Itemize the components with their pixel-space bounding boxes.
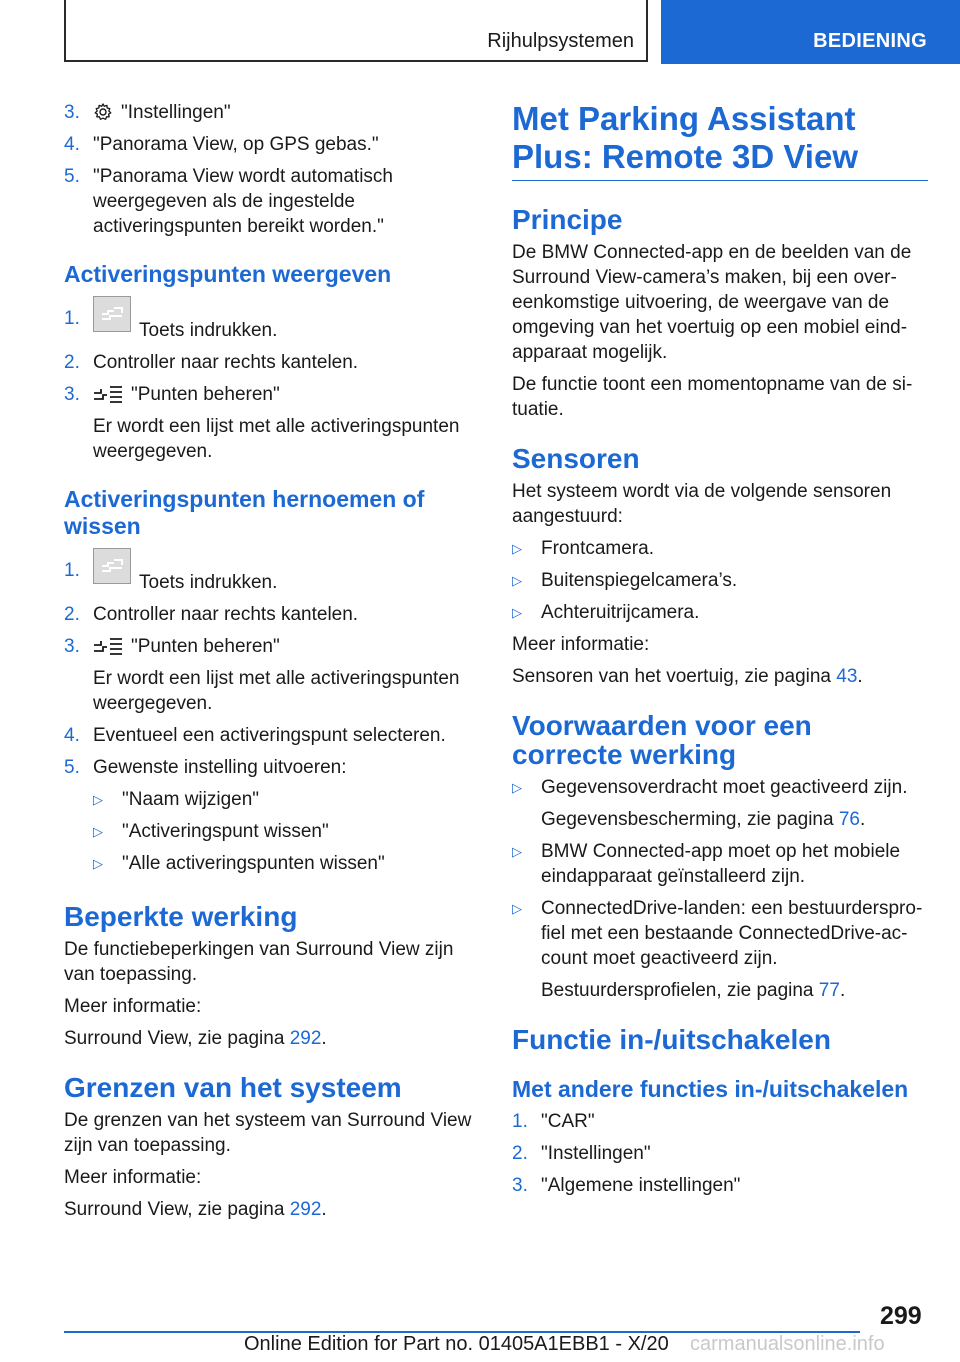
list-text: Toets indrukken. xyxy=(139,572,278,593)
cross-reference: Sensoren van het voertuig, zie pagina 43. xyxy=(512,666,863,687)
heading-principle: Principe xyxy=(512,204,623,235)
bullet-item xyxy=(93,819,476,844)
page-link[interactable]: 43 xyxy=(836,666,858,687)
list-number: 4. xyxy=(64,134,80,155)
camera-key-icon xyxy=(93,548,131,584)
list-number: 3. xyxy=(512,1175,528,1196)
header-section-box xyxy=(64,0,648,62)
page-link[interactable]: 292 xyxy=(289,1199,322,1220)
list-text: Eventueel een activeringspunt selecteren. xyxy=(93,725,446,746)
heading-other-functions: Met andere functies in-/uitschakelen xyxy=(512,1076,909,1102)
right-column xyxy=(512,100,928,1205)
bullet-item xyxy=(512,536,928,561)
reference-text: Surround View, zie pagina xyxy=(64,1028,290,1049)
bullet-item xyxy=(512,600,928,625)
list-number: 4. xyxy=(64,725,80,746)
heading-function-toggle: Functie in-/uitschakelen xyxy=(512,1024,831,1055)
list-b xyxy=(64,306,476,464)
list-item xyxy=(64,558,476,595)
triangle-bullet-icon: ▷ xyxy=(512,541,522,556)
triangle-bullet-icon: ▷ xyxy=(512,605,522,620)
list-number: 3. xyxy=(64,636,80,657)
list-number: 1. xyxy=(512,1111,528,1132)
watermark: carmanualsonline.info xyxy=(690,1333,885,1355)
bullet-item xyxy=(512,896,928,1003)
list-number: 5. xyxy=(64,757,80,778)
heading-show-points: Activeringspunten weergeven xyxy=(64,261,392,287)
list-item xyxy=(64,132,476,157)
header-chapter-title: BEDIENING xyxy=(813,30,927,52)
manage-points-icon xyxy=(93,384,123,404)
footer-edition: Online Edition for Part no. 01405A1EBB1 - X/20 xyxy=(244,1333,669,1355)
paragraph: Het systeem wordt via de volgende sensoren aangestuurd: xyxy=(512,481,892,527)
list-text: Gewenste instelling uitvoeren: xyxy=(93,757,347,778)
more-info-label: Meer informatie: xyxy=(64,996,202,1017)
camera-key-icon xyxy=(93,296,131,332)
list-item xyxy=(64,100,476,125)
list-item xyxy=(512,1109,928,1134)
list-number: 1. xyxy=(64,560,80,581)
bullet-item xyxy=(93,787,476,812)
list-subtext: Er wordt een lijst met alle activeringspunten weergegeven. xyxy=(93,416,460,462)
bullet-text: "Naam wijzigen" xyxy=(122,789,260,810)
conditions-list xyxy=(512,775,928,1003)
list-number: 2. xyxy=(512,1143,528,1164)
page-number: 299 xyxy=(880,1302,922,1330)
list-text: "Instellingen" xyxy=(121,102,231,123)
bullet-item xyxy=(512,568,928,593)
triangle-bullet-icon: ▷ xyxy=(512,901,522,916)
list-number: 1. xyxy=(64,308,80,329)
reference-text: Sensoren van het voertuig, zie pagina xyxy=(512,666,837,687)
list-number: 2. xyxy=(64,604,80,625)
list-item xyxy=(64,634,476,716)
header-section-title: Rijhulpsystemen xyxy=(487,30,634,52)
list-c xyxy=(64,558,476,876)
paragraph: De BMW Connected-app en de beelden van de Surround View-camera’s maken, bij een overeenkomstige uitvoering, de weergave van de omgeving van het voertuig op een mobiel eindapparaat mogelijk. xyxy=(512,242,912,363)
list-item xyxy=(64,306,476,343)
triangle-bullet-icon: ▷ xyxy=(93,792,103,807)
list-item xyxy=(64,755,476,876)
paragraph: De functie toont een momentopname van de situatie. xyxy=(512,374,913,420)
bullet-text: Achteruitrijcamera. xyxy=(541,602,700,623)
list-item xyxy=(512,1173,928,1198)
bullet-item xyxy=(512,775,928,832)
cross-reference: Gegevensbescherming, zie pagina 76. xyxy=(541,809,866,830)
triangle-bullet-icon: ▷ xyxy=(93,824,103,839)
list-item xyxy=(64,602,476,627)
gear-icon xyxy=(93,102,113,122)
list-text: "CAR" xyxy=(541,1111,595,1132)
list-text: Controller naar rechts kantelen. xyxy=(93,604,359,625)
list-text: "Instellingen" xyxy=(541,1143,651,1164)
cross-reference: Surround View, zie pagina 292. xyxy=(64,1028,327,1049)
cross-reference: Surround View, zie pagina 292. xyxy=(64,1199,327,1220)
list-text: "Panorama View wordt automatisch weergegeven als de ingestelde activeringspunten bereikt worden." xyxy=(93,166,393,237)
left-column xyxy=(64,100,476,1229)
bullet-text: BMW Connected-app moet op het mobiele eindapparaat geïnstalleerd zijn. xyxy=(541,841,901,887)
list-text: Controller naar rechts kantelen. xyxy=(93,352,359,373)
page-link[interactable]: 77 xyxy=(818,980,840,1001)
header-chapter-tab xyxy=(661,0,960,64)
reference-text: Surround View, zie pagina xyxy=(64,1199,290,1220)
paragraph: De functiebeperkingen van Surround View zijn van toepassing. xyxy=(64,939,454,985)
triangle-bullet-icon: ▷ xyxy=(512,573,522,588)
more-info-label: Meer informatie: xyxy=(512,634,650,655)
reference-text: Bestuurdersprofielen, zie pagina xyxy=(541,980,819,1001)
list-text: "Punten beheren" xyxy=(131,636,280,657)
list-number: 3. xyxy=(64,384,80,405)
heading-conditions: Voorwaarden voor een correcte werking xyxy=(512,710,812,770)
list-item xyxy=(512,1141,928,1166)
bullet-text: "Activeringspunt wissen" xyxy=(122,821,329,842)
triangle-bullet-icon: ▷ xyxy=(512,844,522,859)
reference-text: Gegevensbescherming, zie pagina xyxy=(541,809,839,830)
heading-rename-points: Activeringspunten hernoemen of wissen xyxy=(64,486,425,539)
list-item xyxy=(64,723,476,748)
more-info-label: Meer informatie: xyxy=(64,1167,202,1188)
bullet-text: ConnectedDrive-landen: een bestuurdersprofiel met een bestaande ConnectedDrive-account moet geactiveerd zijn. xyxy=(541,898,923,969)
sub-list xyxy=(93,787,476,876)
list-text: "Panorama View, op GPS gebas." xyxy=(93,134,379,155)
list-number: 2. xyxy=(64,352,80,373)
list-item xyxy=(64,382,476,464)
list-text: Toets indrukken. xyxy=(139,320,278,341)
page-title: Met Parking Assistant Plus: Remote 3D View xyxy=(512,100,928,181)
bullet-text: Gegevensoverdracht moet geactiveerd zijn. xyxy=(541,777,908,798)
triangle-bullet-icon: ▷ xyxy=(93,856,103,871)
bullet-text: Buitenspiegelcamera’s. xyxy=(541,570,738,591)
list-item xyxy=(64,350,476,375)
list-item xyxy=(64,164,476,239)
list-text: "Algemene instellingen" xyxy=(541,1175,741,1196)
page-link[interactable]: 76 xyxy=(838,809,860,830)
list-number: 3. xyxy=(64,102,80,123)
heading-sensors: Sensoren xyxy=(512,443,640,474)
triangle-bullet-icon: ▷ xyxy=(512,780,522,795)
sensor-list xyxy=(512,536,928,625)
bullet-item xyxy=(93,851,476,876)
bullet-item xyxy=(512,839,928,889)
manage-points-icon xyxy=(93,636,123,656)
bullet-text: "Alle activeringspunten wissen" xyxy=(122,853,385,874)
list-text: "Punten beheren" xyxy=(131,384,280,405)
list-a xyxy=(64,100,476,239)
list-other xyxy=(512,1109,928,1198)
cross-reference: Bestuurdersprofielen, zie pagina 77. xyxy=(541,980,846,1001)
page-link[interactable]: 292 xyxy=(289,1028,322,1049)
heading-system-limits: Grenzen van het systeem xyxy=(64,1072,402,1103)
heading-limited-function: Beperkte werking xyxy=(64,901,298,932)
list-subtext: Er wordt een lijst met alle activeringspunten weergegeven. xyxy=(93,668,460,714)
paragraph: De grenzen van het systeem van Surround View zijn van toepassing. xyxy=(64,1110,472,1156)
bullet-text: Frontcamera. xyxy=(541,538,654,559)
list-number: 5. xyxy=(64,166,80,187)
